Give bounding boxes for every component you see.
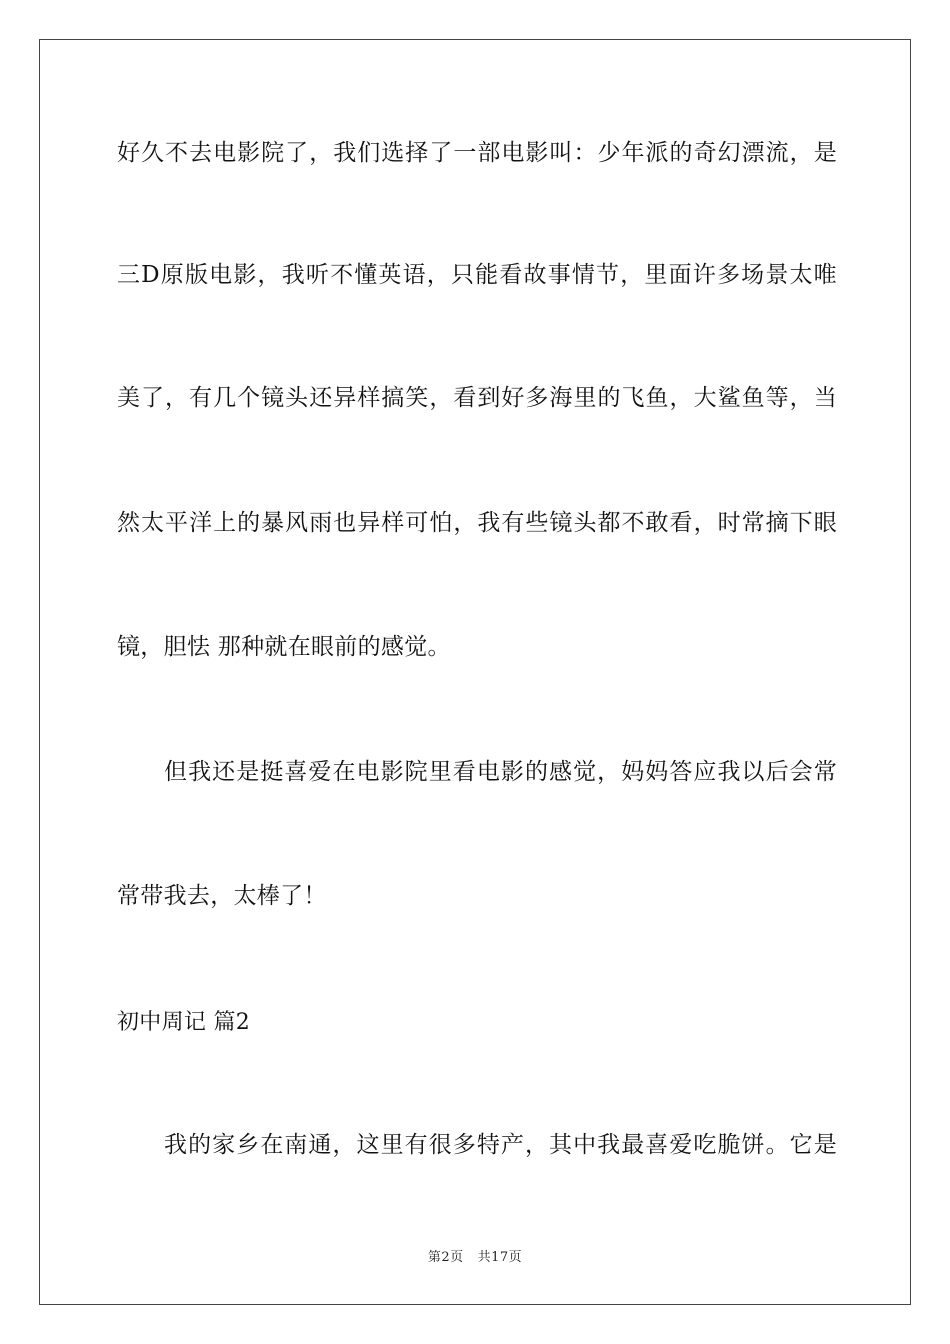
paragraph-line: 三D原版电影，我听不懂英语，只能看故事情节，里面许多场景太唯 bbox=[117, 262, 837, 288]
paragraph-line: 但我还是挺喜爱在电影院里看电影的感觉，妈妈答应我以后会常 bbox=[164, 759, 837, 785]
paragraph-line: 常带我去，太棒了！ bbox=[117, 883, 327, 909]
page-footer bbox=[0, 1246, 950, 1265]
paragraph-line: 镜，胆怯 那种就在眼前的感觉。 bbox=[117, 634, 451, 660]
page-number: 第2页 bbox=[427, 1250, 464, 1265]
total-pages: 共17页 bbox=[477, 1250, 523, 1265]
paragraph-line: 然太平洋上的暴风雨也异样可怕，我有些镜头都不敢看，时常摘下眼 bbox=[117, 510, 837, 536]
section-heading: 初中周记 篇2 bbox=[117, 1010, 251, 1035]
paragraph-line: 我的家乡在南通，这里有很多特产，其中我最喜爱吃脆饼。它是 bbox=[164, 1132, 837, 1158]
paragraph-line: 美了，有几个镜头还异样搞笑，看到好多海里的飞鱼，大鲨鱼等，当 bbox=[117, 385, 837, 411]
paragraph-line: 好久不去电影院了，我们选择了一部电影叫：少年派的奇幻漂流，是 bbox=[117, 140, 837, 166]
page-border bbox=[39, 39, 911, 1305]
